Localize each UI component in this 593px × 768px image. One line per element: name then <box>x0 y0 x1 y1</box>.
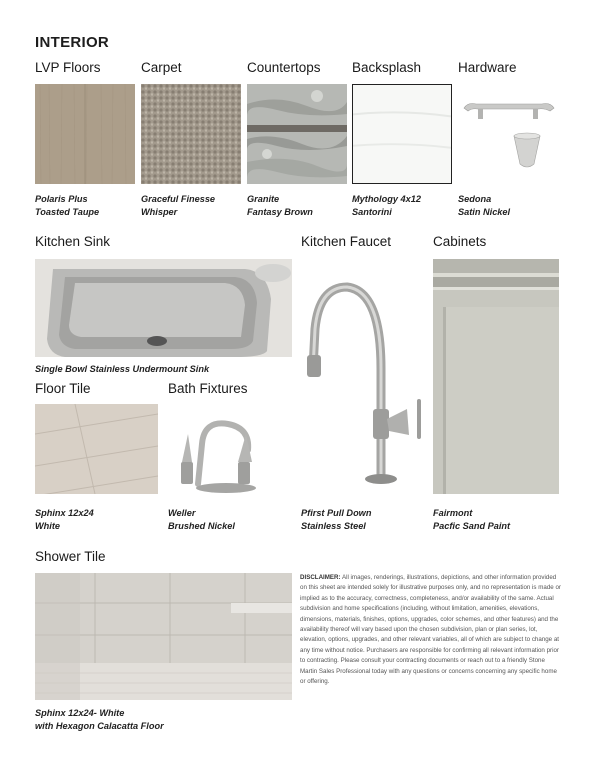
countertops-heading: Countertops <box>247 60 321 75</box>
hardware-caption <box>458 193 510 219</box>
lvp-floors-swatch <box>35 84 135 184</box>
kitchen-sink-swatch <box>35 259 292 357</box>
floor-tile-heading: Floor Tile <box>35 381 91 396</box>
lvp-floors-caption <box>35 193 99 219</box>
kitchen-faucet-swatch <box>301 259 429 494</box>
bath-fixtures-caption <box>168 507 235 533</box>
kitchen-sink-name: Single Bowl Stainless Undermount Sink <box>35 364 210 374</box>
kitchen-faucet-caption <box>301 507 371 533</box>
carpet-caption <box>141 193 215 219</box>
cabinets-caption <box>433 507 510 533</box>
kitchen-faucet-heading: Kitchen Faucet <box>301 234 392 249</box>
kitchen-sink-caption <box>35 363 209 376</box>
floor-tile-caption <box>35 507 94 533</box>
backsplash-swatch <box>352 84 452 184</box>
cabinets-heading: Cabinets <box>433 234 487 249</box>
backsplash-heading: Backsplash <box>352 60 422 75</box>
bath-fixtures-name: Weller <box>168 508 196 518</box>
carpet-color: Whisper <box>141 207 178 217</box>
countertops-swatch <box>247 84 347 184</box>
disclaimer-label: DISCLAIMER: <box>300 574 341 581</box>
countertops-material: Granite <box>247 194 280 204</box>
cabinets-color: Pacfic Sand Paint <box>433 521 511 531</box>
cabinets-swatch <box>433 259 559 494</box>
lvp-floors-name: Polaris Plus <box>35 194 88 204</box>
bath-fixtures-swatch <box>168 404 292 496</box>
lvp-floors-color: Toasted Taupe <box>35 207 100 217</box>
page-title: INTERIOR <box>35 34 110 51</box>
carpet-name: Graceful Finesse <box>141 194 216 204</box>
floor-tile-color: White <box>35 521 61 531</box>
shower-tile-name: Sphinx 12x24- White <box>35 708 125 718</box>
disclaimer-text: All images, renderings, illustrations, depictions, and other information provided on this sheet are intended solely for illustrative purposes only, and no representation is made or implied as to the accuracy, correctness, completeness, and/or availability of the same. Actual subdivision and home specifications (including, without limitation, amenities, elevations, dimensions, materials, finishes, options, upgrades, color schemes, and other features) and the availability thereof will vary based upon the chosen subdivision, plan or plan series, lot, elevation, options, upgrades, and other relevant variables, all of which are subject to change at any time without notice. Purchasers are responsible for confirming all relevant information prior to contracting. Please consult your contracting documents or reach out to a friendly Stone Martin Sales Professional today with any questions or concerns concerning any specific home or offering. <box>300 574 561 686</box>
shower-tile-swatch <box>35 573 292 700</box>
hardware-swatch <box>458 84 558 184</box>
cabinets-name: Fairmont <box>433 508 473 518</box>
carpet-heading: Carpet <box>141 60 182 75</box>
backsplash-name: Mythology 4x12 <box>352 194 421 204</box>
hardware-name: Sedona <box>458 194 492 204</box>
disclaimer <box>300 573 562 687</box>
shower-tile-floor: with Hexagon Calacatta Floor <box>35 721 164 731</box>
backsplash-color: Santorini <box>352 207 392 217</box>
kitchen-faucet-finish: Stainless Steel <box>301 521 366 531</box>
carpet-swatch <box>141 84 241 184</box>
backsplash-caption <box>352 193 421 219</box>
lvp-floors-heading: LVP Floors <box>35 60 101 75</box>
shower-tile-caption <box>35 707 164 733</box>
floor-tile-swatch <box>35 404 158 494</box>
kitchen-sink-heading: Kitchen Sink <box>35 234 111 249</box>
kitchen-faucet-name: Pfirst Pull Down <box>301 508 372 518</box>
hardware-finish: Satin Nickel <box>458 207 511 217</box>
countertops-caption <box>247 193 313 219</box>
shower-tile-heading: Shower Tile <box>35 549 106 564</box>
hardware-heading: Hardware <box>458 60 517 75</box>
bath-fixtures-heading: Bath Fixtures <box>168 381 248 396</box>
countertops-color: Fantasy Brown <box>247 207 313 217</box>
bath-fixtures-finish: Brushed Nickel <box>168 521 235 531</box>
floor-tile-name: Sphinx 12x24 <box>35 508 94 518</box>
